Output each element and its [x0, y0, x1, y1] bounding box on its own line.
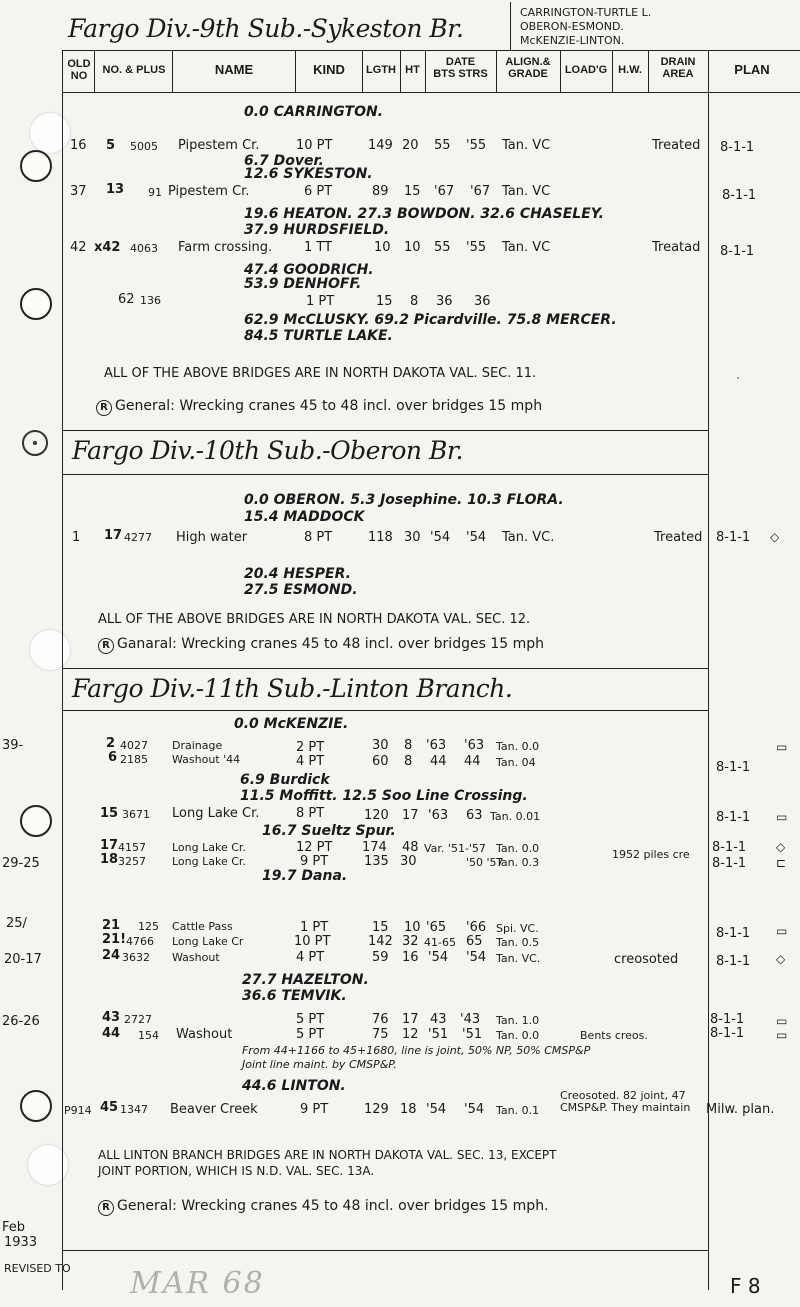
general-order	[96, 398, 542, 416]
cell-align: Tan. VC.	[502, 530, 555, 545]
cell-bts: 43	[430, 1012, 447, 1027]
cell-plus: 3257	[118, 855, 146, 868]
cell-old: 26-26	[2, 1014, 40, 1029]
station-line: 6.9 Burdick	[240, 772, 330, 788]
cell-plus: 5005	[130, 140, 158, 153]
cell-kind: 1 PT	[306, 294, 335, 309]
cell-strs: '54	[464, 1102, 485, 1117]
cell-align: Tan. 0.0	[496, 1029, 540, 1042]
square-icon: ▭	[776, 924, 788, 938]
diamond-icon: ◇	[776, 840, 786, 854]
binder-hole	[22, 430, 48, 456]
cell-drain: Treated	[652, 138, 701, 153]
cell-plan: 8-1-1	[716, 926, 751, 941]
cell-name: Long Lake Cr.	[172, 841, 246, 854]
col-header: ALIGN.& GRADE	[505, 56, 551, 80]
cell-plan: 8-1-1	[716, 760, 751, 775]
divider	[62, 1250, 708, 1251]
cell-lgth: 89	[372, 184, 389, 199]
cell-plan: 8-1-1	[720, 140, 755, 155]
cell-align: Tan. VC	[502, 138, 551, 153]
r-mark-icon: R	[98, 638, 114, 654]
cell-plan: 8-1-1	[712, 856, 747, 871]
square-icon: ▭	[776, 1028, 788, 1042]
cell-drain: Bents creos.	[580, 1029, 648, 1042]
cell-ht: 16	[402, 950, 419, 965]
section-title: Fargo Div.-9th Sub.-Sykeston Br.	[68, 14, 464, 43]
station-line: 44.6 LINTON.	[242, 1078, 346, 1094]
route-line: CARRINGTON-TURTLE L.	[520, 6, 652, 19]
cell-ht: 30	[400, 854, 417, 869]
cell-strs: '43	[460, 1012, 481, 1027]
cell-plus: 1347	[120, 1103, 148, 1116]
cell-kind: 1 TT	[304, 240, 333, 255]
section-note: ALL OF THE ABOVE BRIDGES ARE IN NORTH DAKOTA VAL. SEC. 12.	[98, 612, 531, 627]
cell-old: 29-25	[2, 856, 40, 871]
cell-no: 45	[100, 1100, 119, 1115]
cell-old: 39-	[2, 738, 24, 753]
cell-plus: 91	[148, 186, 162, 199]
general-text: General: Wrecking cranes 45 to 48 incl. over bridges 15 mph.	[117, 1198, 549, 1214]
cell-ht: 15	[404, 184, 421, 199]
cell-no: 5	[106, 138, 116, 153]
section-note: ALL LINTON BRANCH BRIDGES ARE IN NORTH DAKOTA VAL. SEC. 13, EXCEPT	[98, 1148, 557, 1162]
cell-no: 44	[102, 1026, 121, 1041]
cell-plan: 8-1-1	[716, 530, 751, 545]
cell-align: Tan. 0.1	[496, 1104, 540, 1117]
cell-kind: 4 PT	[296, 754, 325, 769]
cell-bts: '54	[428, 950, 449, 965]
divider	[62, 668, 708, 669]
col-header: DATE BTS STRS	[433, 56, 488, 80]
cell-no: 17	[100, 838, 119, 853]
cell-bts: 44	[430, 754, 447, 769]
cell-plus: 3671	[122, 808, 150, 821]
cell-kind: 12 PT	[296, 840, 333, 855]
divider	[62, 50, 63, 1290]
station-line: 15.4 MADDOCK	[244, 509, 365, 525]
cell-lgth: 149	[368, 138, 393, 153]
square-icon: ▭	[776, 1014, 788, 1028]
cell-no: 21!	[102, 932, 127, 947]
col-header: H.W.	[618, 64, 642, 76]
col-header: LOAD'G	[564, 64, 608, 76]
cell-align: Tan. VC.	[496, 952, 541, 965]
cell-kind: 5 PT	[296, 1012, 325, 1027]
cell-name: Pipestem Cr.	[178, 138, 260, 153]
general-order	[98, 636, 544, 654]
divider	[62, 474, 708, 475]
station-line: 0.0 OBERON. 5.3 Josephine. 10.3 FLORA.	[244, 492, 564, 508]
square-icon: ▭	[776, 740, 788, 754]
col-header: OLD NO	[67, 58, 91, 82]
station-line: 0.0 CARRINGTON.	[244, 104, 384, 120]
square-icon: ▭	[776, 810, 788, 824]
cell-plus: 4157	[118, 841, 146, 854]
cell-plus: 4063	[130, 242, 158, 255]
cell-ht: 17	[402, 1012, 419, 1027]
cell-strs: 44	[464, 754, 481, 769]
cell-strs: '54	[466, 950, 487, 965]
station-line: 37.9 HURDSFIELD.	[244, 222, 390, 238]
cell-lgth: 118	[368, 530, 393, 545]
cell-ht: 17	[402, 808, 419, 823]
general-order	[98, 1198, 549, 1216]
cell-plan: 8-1-1	[720, 244, 755, 259]
section-note: JOINT PORTION, WHICH IS N.D. VAL. SEC. 13A.	[98, 1164, 375, 1178]
cell-lgth: 10	[374, 240, 391, 255]
footer-date: Feb	[2, 1220, 26, 1235]
route-line: McKENZIE-LINTON.	[520, 34, 625, 47]
binder-hole	[30, 630, 70, 670]
col-header: NAME	[214, 62, 254, 77]
cell-name: Drainage	[172, 739, 223, 752]
cell-no: 62	[118, 292, 135, 307]
cell-name: High water	[176, 530, 248, 545]
cell-ht: 8	[404, 754, 413, 769]
cell-ht: 30	[404, 530, 421, 545]
station-line: 16.7 Sueltz Spur.	[262, 823, 396, 839]
cell-name: Washout '44	[172, 753, 241, 766]
diamond-icon: ◇	[770, 530, 780, 544]
station-line: 0.0 McKENZIE.	[234, 716, 349, 732]
general-text: General: Wrecking cranes 45 to 48 incl. over bridges 15 mph	[115, 398, 543, 414]
cell-name: Long Lake Cr.	[172, 855, 246, 868]
cell-name: Pipestem Cr.	[168, 184, 250, 199]
cell-name: Beaver Creek	[170, 1102, 258, 1117]
cell-kind: 10 PT	[294, 934, 331, 949]
cell-lgth: 76	[372, 1012, 389, 1027]
diamond-icon: ◇	[776, 952, 786, 966]
cell-plus: 3632	[122, 951, 150, 964]
cell-strs: '63	[464, 738, 485, 753]
cell-ht: 32	[402, 934, 419, 949]
cell-bts: '51	[428, 1027, 449, 1042]
cell-plan: 8-1-1	[716, 810, 751, 825]
station-line: 19.6 HEATON. 27.3 BOWDON. 32.6 CHASELEY.	[244, 206, 604, 222]
cell-old: 42	[70, 240, 87, 255]
station-line: 20.4 HESPER.	[244, 566, 351, 582]
col-header: NO. & PLUS	[102, 64, 166, 76]
cell-old: 16	[70, 138, 87, 153]
station-line: 27.5 ESMOND.	[244, 582, 358, 598]
cell-drain: Treatad	[652, 240, 701, 255]
cell-name: Washout	[172, 951, 220, 964]
cell-align: Tan. 0.0	[496, 740, 540, 753]
cell-lgth: 135	[364, 854, 389, 869]
cell-align: Tan. 0.5	[496, 936, 540, 949]
col-header: HT	[405, 64, 420, 76]
cell-bts: 36	[436, 294, 453, 309]
cell-align: Tan. VC	[502, 184, 551, 199]
cell-strs: '54	[466, 530, 487, 545]
divider	[172, 50, 173, 92]
cell-plan: Milw. plan.	[706, 1102, 775, 1117]
cell-plus: 136	[140, 294, 161, 307]
cell-no: 24	[102, 948, 121, 963]
station-line: 36.6 TEMVIK.	[242, 988, 347, 1004]
page-number: F 8	[730, 1274, 761, 1298]
cell-ht: 20	[402, 138, 419, 153]
cell-kind: 5 PT	[296, 1027, 325, 1042]
cell-plan: 8-1-1	[722, 188, 757, 203]
cell-no: 15	[100, 806, 119, 821]
cell-kind: 2 PT	[296, 740, 325, 755]
cell-plan: 8-1-1	[710, 1026, 745, 1041]
station-line: 47.4 GOODRICH.	[244, 262, 374, 278]
cell-lgth: 15	[376, 294, 393, 309]
cell-plus: 4766	[126, 935, 154, 948]
cell-strs: '55	[466, 138, 487, 153]
cell-drain: Treated	[654, 530, 703, 545]
cell-no: 13	[106, 182, 125, 197]
cell-no: 21	[102, 918, 121, 933]
station-line: 6.7 Dover.	[244, 153, 324, 169]
binder-hole	[30, 113, 70, 153]
cell-kind: 4 PT	[296, 950, 325, 965]
cell-align: Spi. VC.	[496, 922, 539, 935]
col-header: LGTH	[366, 64, 396, 76]
station-line: 19.7 Dana.	[262, 868, 348, 884]
cell-old: 1	[72, 530, 81, 545]
cell-bts: '65	[426, 920, 447, 935]
joint-note: From 44+1166 to 45+1680, line is joint, 50% NP, 50% CMSP&P	[242, 1044, 591, 1057]
cell-lgth: 120	[364, 808, 389, 823]
binder-hole	[20, 150, 52, 182]
cell-strs: 63	[466, 808, 483, 823]
col-header: KIND	[313, 62, 345, 77]
cell-name: Washout	[176, 1027, 233, 1042]
cell-no: 17	[104, 528, 123, 543]
cell-strs: 36	[474, 294, 491, 309]
cell-kind: 8 PT	[296, 806, 325, 821]
square-icon: ⊏	[776, 856, 787, 870]
revised-label: REVISED TO	[4, 1262, 71, 1275]
cell-plan: 8-1-1	[710, 1012, 745, 1027]
cell-ht: 8	[410, 294, 419, 309]
cell-no: 43	[102, 1010, 121, 1025]
cell-plus: 4277	[124, 531, 152, 544]
cell-old: 25/	[6, 916, 27, 931]
cell-drain: 1952 piles cre	[612, 848, 690, 861]
cell-bts: 41-65	[424, 936, 456, 949]
cell-strs: '67	[470, 184, 491, 199]
cell-ht: 12	[402, 1027, 419, 1042]
section-title: Fargo Div.-11th Sub.-Linton Branch.	[72, 674, 513, 703]
footer-date: 1933	[4, 1235, 38, 1250]
cell-old: 20-17	[4, 952, 42, 967]
cell-strs: '51	[462, 1027, 483, 1042]
cell-no: 2	[106, 736, 116, 751]
cell-bts: '54	[430, 530, 451, 545]
cell-no: x42	[94, 240, 121, 255]
cell-align: Tan. 0.01	[490, 810, 541, 823]
section-title: Fargo Div.-10th Sub.-Oberon Br.	[72, 436, 463, 465]
station-line: 84.5 TURTLE LAKE.	[244, 328, 393, 344]
cell-name: Long Lake Cr	[172, 935, 244, 948]
dot-mark: ·	[736, 370, 740, 384]
cell-bts: '54	[426, 1102, 447, 1117]
cell-bts: 55	[434, 138, 451, 153]
binder-hole	[20, 288, 52, 320]
route-line: OBERON-ESMOND.	[520, 20, 624, 33]
cell-plan: 8-1-1	[716, 954, 751, 969]
cell-plus: 2727	[124, 1013, 152, 1026]
cell-plus: 4027	[120, 739, 148, 752]
cell-plus: 154	[138, 1029, 159, 1042]
cell-strs: '50 '57	[466, 856, 504, 869]
cell-kind: 10 PT	[296, 138, 333, 153]
cell-old: 37	[70, 184, 87, 199]
cell-ht: 8	[404, 738, 413, 753]
cell-kind: 9 PT	[300, 854, 329, 869]
cell-lgth: 30	[372, 738, 389, 753]
station-line: 62.9 McCLUSKY. 69.2 Picardville. 75.8 MERCER.	[244, 312, 617, 328]
cell-ht: 18	[400, 1102, 417, 1117]
cell-lgth: 60	[372, 754, 389, 769]
section-note: ALL OF THE ABOVE BRIDGES ARE IN NORTH DAKOTA VAL. SEC. 11.	[104, 366, 537, 381]
divider	[94, 50, 95, 92]
general-text: Ganaral: Wrecking cranes 45 to 48 incl. over bridges 15 mph	[117, 636, 544, 652]
station-line: 27.7 HAZELTON.	[242, 972, 369, 988]
divider	[62, 430, 708, 431]
revision-stamp: MAR 68	[130, 1266, 265, 1301]
binder-hole	[20, 1090, 52, 1122]
cell-ht: 10	[404, 240, 421, 255]
cell-old: P914	[64, 1104, 92, 1117]
r-mark-icon: R	[98, 1200, 114, 1216]
cell-drain: Creosoted. 82 joint, 47 CMSP&P. They maintain	[560, 1089, 691, 1114]
cell-ht: 10	[404, 920, 421, 935]
cell-strs: '66	[466, 920, 487, 935]
col-header: PLAN	[734, 62, 770, 77]
cell-bts: 55	[434, 240, 451, 255]
cell-align: Tan. 0.3	[496, 856, 540, 869]
cell-name: Farm crossing.	[178, 240, 273, 255]
cell-kind: 8 PT	[304, 530, 333, 545]
station-line: 53.9 DENHOFF.	[244, 276, 362, 292]
cell-align: Tan. 0.0	[496, 842, 540, 855]
cell-lgth: 129	[364, 1102, 389, 1117]
cell-bts: Var. '51-'57	[424, 842, 486, 855]
cell-plan: 8-1-1	[712, 840, 747, 855]
station-line: 12.6 SYKESTON.	[244, 166, 373, 182]
cell-plus: 2185	[120, 753, 148, 766]
station-line: 11.5 Moffitt. 12.5 Soo Line Crossing.	[240, 788, 528, 804]
cell-plus: 125	[138, 920, 159, 933]
binder-hole	[20, 805, 52, 837]
cell-lgth: 15	[372, 920, 389, 935]
cell-no: 18	[100, 852, 119, 867]
cell-name: Cattle Pass	[172, 920, 233, 933]
cell-strs: 65	[466, 934, 483, 949]
cell-kind: 6 PT	[304, 184, 333, 199]
divider	[510, 2, 511, 50]
col-header: DRAIN AREA	[660, 56, 696, 80]
cell-strs: '55	[466, 240, 487, 255]
cell-align: Tan. 04	[496, 756, 536, 769]
cell-ht: 48	[402, 840, 419, 855]
cell-kind: 9 PT	[300, 1102, 329, 1117]
divider	[62, 710, 708, 711]
cell-kind: 1 PT	[300, 920, 329, 935]
cell-drain: creosoted	[614, 952, 679, 967]
cell-no: 6	[108, 750, 118, 765]
cell-bts: '63	[428, 808, 449, 823]
r-mark-icon: R	[96, 400, 112, 416]
cell-bts: '67	[434, 184, 455, 199]
cell-name: Long Lake Cr.	[172, 806, 260, 821]
joint-note: Joint line maint. by CMSP&P.	[242, 1058, 397, 1071]
cell-align: Tan. 1.0	[496, 1014, 540, 1027]
cell-align: Tan. VC	[502, 240, 551, 255]
cell-lgth: 75	[372, 1027, 389, 1042]
cell-lgth: 142	[368, 934, 393, 949]
cell-lgth: 174	[362, 840, 387, 855]
cell-bts: '63	[426, 738, 447, 753]
cell-lgth: 59	[372, 950, 389, 965]
divider	[62, 92, 800, 93]
